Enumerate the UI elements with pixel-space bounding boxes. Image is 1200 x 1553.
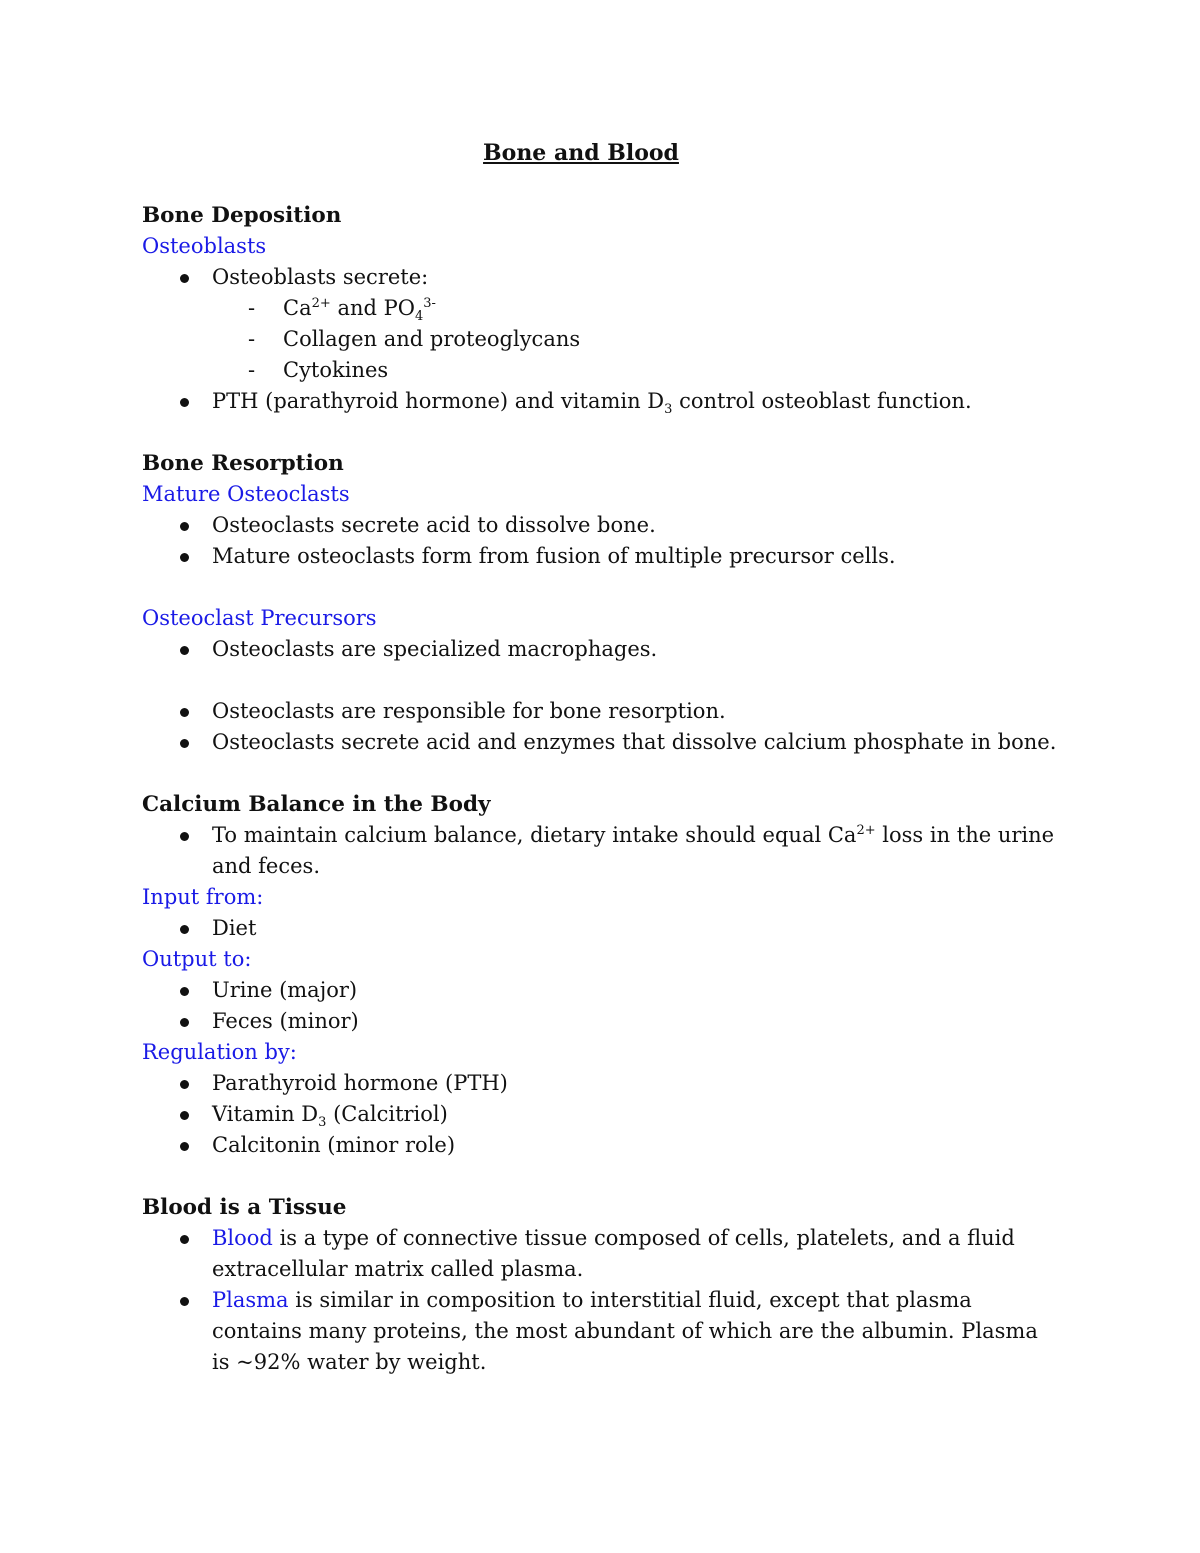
subheading-osteoblasts: Osteoblasts — [142, 234, 267, 258]
superscript: 2+ — [856, 823, 876, 838]
heading-blood-tissue: Blood is a Tissue — [142, 1195, 347, 1220]
text: and PO — [330, 296, 415, 320]
subheading-osteoclast-precursors: Osteoclast Precursors — [142, 606, 377, 630]
osteoblast-list — [142, 262, 1062, 293]
list-item — [142, 1223, 1062, 1285]
subscript: 4 — [414, 309, 424, 324]
term-blood: Blood — [212, 1226, 273, 1250]
mature-osteoclast-list — [142, 510, 1062, 572]
subscript: 3 — [664, 402, 673, 417]
subheading-input-from: Input from: — [142, 885, 264, 909]
osteoblast-control-list — [142, 386, 1062, 417]
spacer — [142, 417, 1062, 448]
subscript: 3 — [318, 1115, 327, 1130]
text: Collagen and proteoglycans — [283, 327, 581, 351]
list-item: Feces (minor) — [142, 1006, 1062, 1037]
list-item — [142, 820, 1062, 882]
list-item — [142, 1285, 1062, 1378]
heading-bone-deposition: Bone Deposition — [142, 203, 342, 228]
spacer — [142, 572, 1062, 603]
text: loss in the urine and feces. — [212, 823, 1055, 878]
text: (Calcitriol) — [326, 1102, 448, 1126]
secretions-list — [142, 293, 1062, 386]
list-item: Osteoclasts secrete acid and enzymes that dissolve calcium phosphate in bone. — [142, 727, 1062, 758]
spacer — [142, 665, 1062, 696]
text: To maintain calcium balance, dietary intake should equal Ca — [212, 823, 857, 847]
spacer — [142, 1161, 1062, 1192]
list-item: Parathyroid hormone (PTH) — [142, 1068, 1062, 1099]
list-item: Osteoclasts are responsible for bone resorption. — [142, 696, 1062, 727]
spacer — [142, 758, 1062, 789]
text: Ca — [283, 296, 312, 320]
subheading-regulation-by: Regulation by: — [142, 1040, 297, 1064]
document-title: Bone and Blood — [483, 140, 679, 166]
text: Cytokines — [283, 358, 389, 382]
heading-calcium-balance: Calcium Balance in the Body — [142, 792, 491, 817]
calcium-balance-list — [142, 820, 1062, 882]
list-item: Calcitonin (minor role) — [142, 1130, 1062, 1161]
list-item: Diet — [142, 913, 1062, 944]
list-item — [142, 324, 1062, 355]
superscript: 3- — [423, 296, 436, 311]
document-page — [142, 138, 1062, 1378]
subheading-output-to: Output to: — [142, 947, 252, 971]
list-item — [142, 262, 1062, 293]
term-plasma: Plasma — [212, 1288, 289, 1312]
text: is similar in composition to interstitial fluid, except that plasma contains many proteins, the most abundant of which are the albumin. Plasma is ~92% water by weight. — [212, 1288, 1038, 1374]
osteoclast-function-list — [142, 696, 1062, 758]
text: is a type of connective tissue composed of cells, platelets, and a fluid extracellular matrix called plasma. — [212, 1226, 1015, 1281]
list-item: Osteoclasts are specialized macrophages. — [142, 634, 1062, 665]
list-item-text: Osteoblasts secrete: — [212, 265, 429, 289]
heading-bone-resorption: Bone Resorption — [142, 451, 344, 476]
subheading-mature-osteoclasts: Mature Osteoclasts — [142, 482, 350, 506]
list-item: Urine (major) — [142, 975, 1062, 1006]
list-item — [142, 293, 1062, 324]
regulation-list — [142, 1068, 1062, 1161]
precursor-list — [142, 634, 1062, 665]
blood-list — [142, 1223, 1062, 1378]
text: PTH (parathyroid hormone) and vitamin D — [212, 389, 665, 413]
list-item — [142, 355, 1062, 386]
superscript: 2+ — [311, 296, 331, 311]
list-item: Osteoclasts secrete acid to dissolve bone. — [142, 510, 1062, 541]
input-list — [142, 913, 1062, 944]
text: control osteoblast function. — [672, 389, 972, 413]
list-item — [142, 1099, 1062, 1130]
text: Vitamin D — [212, 1102, 319, 1126]
output-list — [142, 975, 1062, 1037]
list-item — [142, 386, 1062, 417]
list-item: Mature osteoclasts form from fusion of multiple precursor cells. — [142, 541, 1062, 572]
